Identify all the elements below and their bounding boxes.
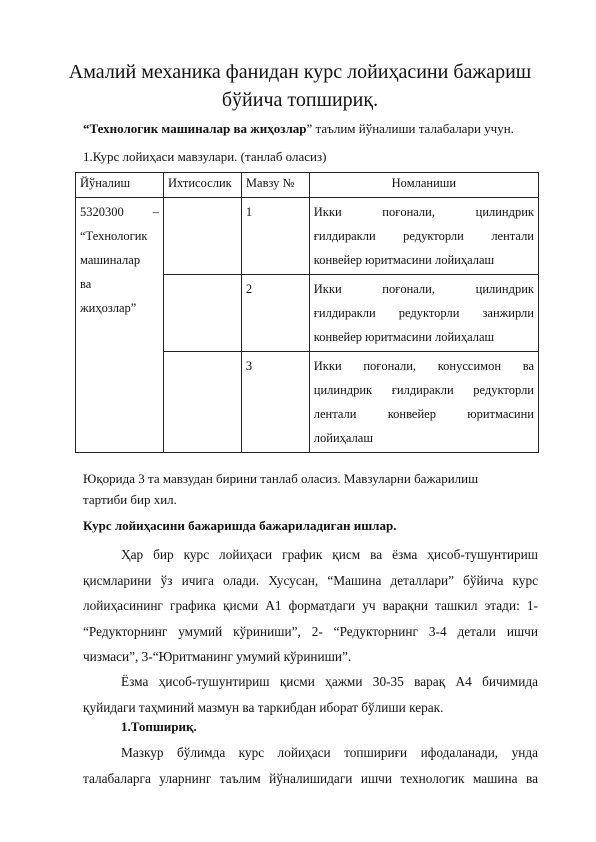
- topic-number: 1: [241, 198, 309, 275]
- direction-cell: [76, 198, 164, 453]
- topics-table: [75, 172, 539, 453]
- paragraph-line: чизмаси”, 3-“Юритманинг умумий кўриниши”.: [83, 649, 352, 664]
- paragraph-written-part: [83, 669, 538, 720]
- paragraph-line: Ёзма ҳисоб-тушунтириш қисми ҳажми 30-35 варақ А4 бичимида: [121, 674, 538, 689]
- page-title: [40, 58, 560, 114]
- topic-name: [309, 275, 538, 352]
- header-specialty: Ихтисослик: [163, 173, 241, 198]
- specialty-cell: [163, 275, 241, 352]
- specialty-cell: [163, 352, 241, 453]
- specialty-cell: [163, 198, 241, 275]
- intro-bold: “Технологик машиналар ва жиҳозлар: [83, 121, 307, 136]
- paragraph-line: Ҳар бир курс лойиҳаси график қисм ва ёзма ҳисоб-тушунтириш: [121, 547, 538, 562]
- title-line-1: Амалий механика фанидан курс лойиҳасини бажариш: [68, 61, 532, 83]
- topic-name-line: конвейер юритмасини лойиҳалаш: [313, 330, 495, 344]
- table-header-row: [76, 173, 539, 198]
- paragraph-line: қуйидаги таҳминий мазмун ва таркибдан иборат бўлиши керак.: [83, 699, 444, 715]
- topic-name-line: цилиндрик ғилдиракли редукторли: [313, 383, 534, 397]
- direction-line: жиҳозлар”: [80, 301, 137, 315]
- topic-name-line: Икки поғонали, цилиндрик: [313, 205, 534, 219]
- direction-line: ва: [80, 277, 92, 291]
- direction-line: машиналар: [80, 253, 141, 267]
- paragraph-line: қисмларини ўз ичига олади. Хусусан, “Машина деталлари” бўйича курс: [83, 572, 538, 588]
- topic-name-line: Икки поғонали, цилиндрик: [313, 282, 534, 296]
- paragraph-line: талабаларга уларнинг таълим йўналишидаги ишчи технологик машина ва: [83, 770, 538, 786]
- direction-line: “Технологик: [80, 229, 148, 243]
- paragraph-task: [83, 740, 538, 791]
- choose-line-2: тартиби бир хил.: [83, 492, 177, 507]
- topic-name-line: лентали конвейер юритмасини: [313, 407, 534, 421]
- header-topic-number: Мавзу №: [241, 173, 309, 198]
- paragraph-graphic-part: [83, 542, 538, 670]
- topic-name-line: ғилдиракли редукторли лентали: [313, 229, 534, 243]
- intro-rest: ” таълим йўналиши талабалари учун.: [306, 121, 514, 136]
- topic-number: 2: [241, 275, 309, 352]
- topic-number: 3: [241, 352, 309, 453]
- topic-name: [309, 198, 538, 275]
- header-title: Номланиши: [309, 173, 538, 198]
- header-direction: Йўналиш: [76, 173, 164, 198]
- paragraph-line: Мазкур бўлимда курс лойиҳаси топшириғи ифодаланади, унда: [121, 745, 538, 760]
- paragraph-line: лойиҳасининг графика қисми А1 форматдаги уч варақни ташкил этади: 1-: [83, 598, 538, 613]
- topics-heading: 1.Курс лойиҳаси мавзулари. (танлаб оласиз): [83, 149, 327, 164]
- choose-line-1: Юқорида 3 та мавзудан бирини танлаб оласиз. Мавзуларни бажарилиш: [83, 471, 479, 486]
- topic-name-line: Икки поғонали, конуссимон ва: [313, 359, 534, 373]
- topic-name-line: конвейер юритмасини лойиҳалаш: [313, 253, 495, 267]
- direction-line: 5320300 –: [80, 205, 159, 219]
- topic-name-line: лойиҳалаш: [313, 431, 373, 445]
- task-heading: 1.Топшириқ.: [121, 719, 197, 734]
- paragraph-line: “Редукторнинг умумий кўриниши”, 2- “Редукторнинг 3-4 детали ишчи: [83, 623, 538, 639]
- table-row: [76, 198, 539, 275]
- intro-line: [83, 121, 514, 137]
- topic-name-line: ғилдиракли редукторли занжирли: [313, 306, 534, 320]
- topic-name: [309, 352, 538, 453]
- works-heading: Курс лойиҳасини бажаришда бажариладиган ишлар.: [83, 518, 397, 533]
- title-line-2: бўйича топшириқ.: [221, 89, 379, 111]
